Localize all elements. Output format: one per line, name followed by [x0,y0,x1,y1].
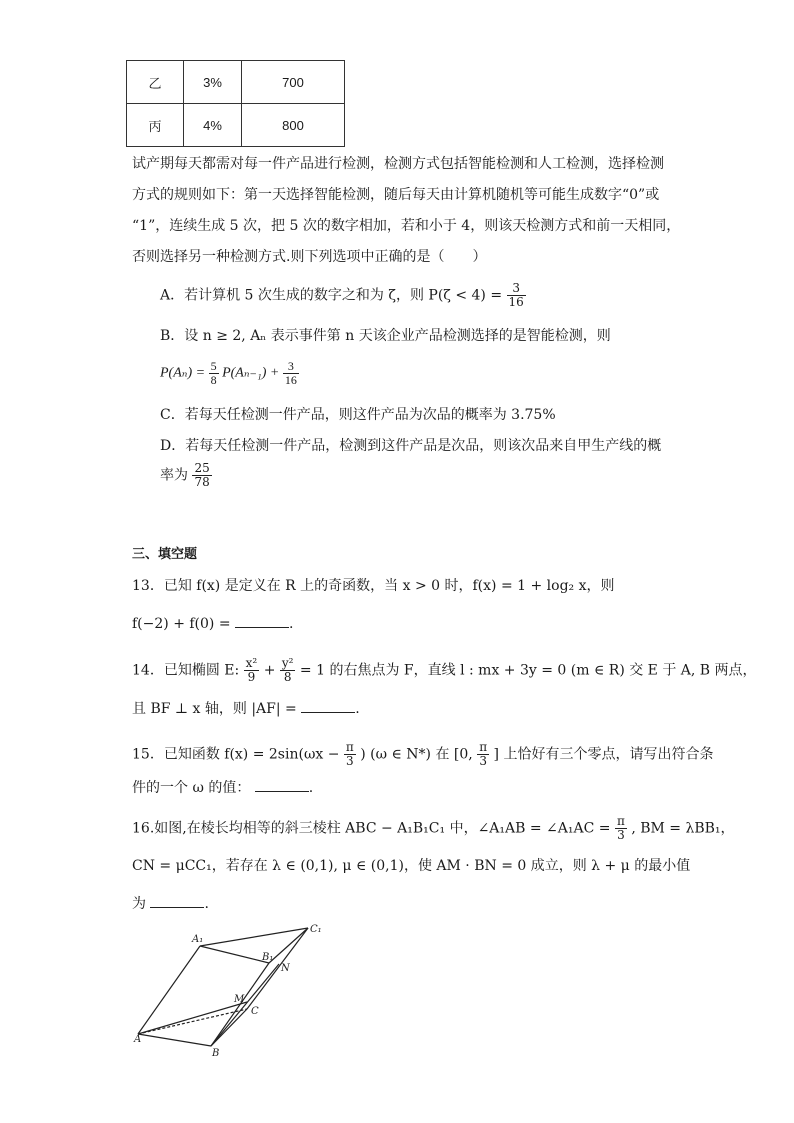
answer-blank [150,895,204,908]
q15-line-2: 件的一个 ω 的值： . [132,780,314,796]
answer-blank [235,615,289,628]
q14-fraction-x [244,657,260,684]
option-d-fraction [192,462,211,489]
formula-fraction-2 [283,360,299,387]
answer-blank [301,700,355,713]
q15-text-1: 15．已知函数 f(x) = 2sin(ωx − [132,746,340,763]
answer-blank [255,779,309,792]
fraction-numerator: π [345,740,354,754]
label-C1: C₁ [310,924,322,935]
prism-figure [128,918,328,1060]
q13-formula: f(−2) + f(0) = [132,616,231,632]
q15-fraction-pi-2 [477,741,489,768]
option-a-text: A．若计算机 5 次生成的数字之和为 ζ，则 P(ζ < 4) = [160,287,503,304]
q16-fraction-pi [615,815,627,842]
option-a-fraction [507,282,526,309]
fraction-denominator: 78 [194,475,210,489]
fraction-numerator: π [479,740,488,754]
option-d-line-1: D．若每天任检测一件产品，检测到这件产品是次品，则该次品来自甲生产线的概 [160,438,662,454]
label-C: C [251,1006,259,1017]
label-N: N [281,963,290,974]
edge-CC1 [247,928,308,1009]
q14-fraction-y [280,657,296,684]
q15-text-2: ) (ω ∈ N*) 在 [0, [360,746,473,763]
fraction-numerator: x² [245,656,258,670]
product-table [126,60,345,147]
edge-BC [211,1009,247,1046]
fraction-denominator: 3 [479,754,487,768]
formula-fraction-1 [209,360,219,387]
q13-line-2: f(−2) + f(0) = . [132,616,294,632]
q15-text-4: 件的一个 ω 的值： [132,780,251,796]
segment-BN [211,964,279,1046]
option-c: C．若每天任检测一件产品，则这件产品为次品的概率为 3.75% [160,407,556,423]
table-cell-rate: 4% [184,104,242,147]
option-d-line-2 [160,462,212,489]
table-cell-name: 乙 [127,61,184,104]
fraction-numerator: π [616,814,625,828]
fraction-denominator: 16 [508,295,524,309]
q14-text-2: = 1 的右焦点为 F，直线 l : mx + 3y = 0 (m ∈ R) 交 E 于 A, B 两点， [299,662,757,679]
table-cell-count: 700 [242,61,345,104]
fraction-denominator: 8 [283,670,292,684]
fraction-numerator: 5 [210,359,217,373]
fraction-numerator: 25 [194,461,210,475]
q16-line-2: CN = μCC₁，若存在 λ ∈ (0,1), μ ∈ (0,1)，使 AM · BN = 0 成立，则 λ + μ 的最小值 [132,858,691,874]
q15-line-1 [132,741,713,768]
table-row [127,61,345,104]
table-cell-name: 丙 [127,104,184,147]
option-b-formula [160,360,299,387]
edge-A1B1 [200,946,269,963]
option-b-text: B．设 n ≥ 2, Aₙ 表示事件第 n 天该企业产品检测选择的是智能检测，则 [160,328,611,344]
option-a [160,282,526,309]
q14-line-2: 且 BF ⊥ x 轴，则 |AF| = . [132,701,360,717]
label-A: A [134,1034,142,1045]
q14-text-1: 14．已知椭圆 E: [132,662,240,679]
section-title: 三、填空题 [132,547,198,562]
label-M: M [234,994,245,1005]
q14-formula: 且 BF ⊥ x 轴，则 |AF| = [132,701,297,717]
table-cell-count: 800 [242,104,345,147]
table-row [127,104,345,147]
para-line-3: “1”，连续生成 5 次，把 5 次的数字相加，若和小于 4，则该天检测方式和前一天相同， [132,218,681,234]
para-line-4: 否则选择另一种检测方式.则下列选项中正确的是（ ） [132,249,487,265]
label-B: B [212,1048,220,1059]
q14-plus: + [263,662,276,679]
q16-text-2: , BM = λBB₁， [631,820,735,837]
edge-AB [138,1034,211,1046]
label-A1: A₁ [192,934,204,945]
fraction-numerator: 3 [507,282,526,296]
q15-fraction-pi [344,741,356,768]
q16-line-1 [132,815,735,842]
formula-mid: P(Aₙ₋₁) + [222,365,280,381]
table-cell-rate: 3% [184,61,242,104]
fraction-denominator: 9 [247,670,256,684]
label-B1: B₁ [262,952,274,963]
q15-text-3: ] 上恰好有三个零点，请写出符合条 [493,746,714,763]
q16-text-3: 为 [132,896,146,912]
edge-AA1 [138,946,200,1034]
q16-line-3: 为 . [132,896,209,912]
option-d-text: 率为 [160,467,188,484]
q13-line-1: 13．已知 f(x) 是定义在 R 上的奇函数，当 x > 0 时，f(x) = 1 + log₂ x，则 [132,578,615,594]
fraction-denominator: 3 [617,828,625,842]
para-line-1: 试产期每天都需对每一件产品进行检测，检测方式包括智能检测和人工检测，选择检测 [132,156,664,172]
fraction-denominator: 3 [346,754,354,768]
formula-left: P(Aₙ) = [160,365,206,381]
fraction-numerator: y² [281,656,294,670]
q14-line-1 [132,657,757,684]
fraction-denominator: 8 [210,373,217,387]
fraction-denominator: 16 [284,373,297,387]
para-line-2: 方式的规则如下：第一天选择智能检测，随后每天由计算机随机等可能生成数字“0”或 [132,187,660,203]
fraction-numerator: 3 [283,360,299,374]
q16-text-1: 16.如图,在棱长均相等的斜三棱柱 ABC − A₁B₁C₁ 中，∠A₁AB = ∠A₁AC = [132,820,611,837]
